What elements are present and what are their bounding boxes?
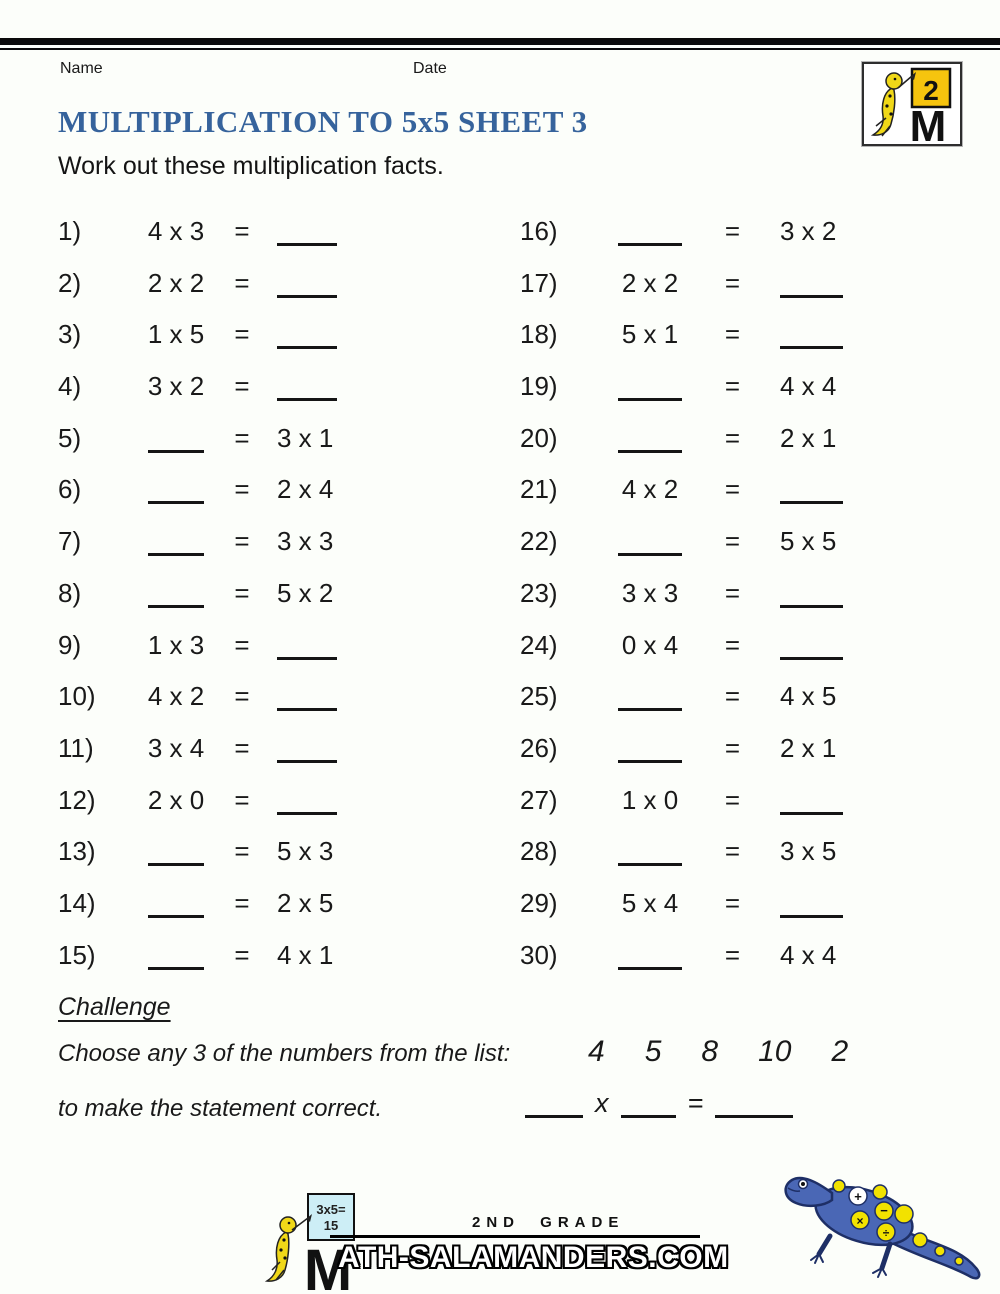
problem-expression: 2 x 2 — [147, 267, 205, 298]
equals-sign: = — [234, 836, 250, 867]
problem-number: 1) — [58, 216, 82, 246]
problem-expression: 5 x 5 — [780, 526, 837, 557]
blue-salamander-mascot — [772, 1148, 998, 1294]
problem-expression: 1 x 0 — [621, 784, 679, 815]
equals-sign: = — [724, 422, 741, 453]
footer-grade-text: 2ND GRADE — [472, 1214, 625, 1231]
answer-blank[interactable] — [148, 501, 204, 504]
equals-sign: = — [234, 371, 250, 402]
top-border-thin — [0, 48, 1000, 50]
problem-row — [58, 773, 478, 825]
problem-number: 11) — [58, 732, 94, 763]
answer-blank[interactable] — [277, 346, 337, 349]
answer-blank[interactable] — [780, 657, 843, 660]
problem-row — [58, 824, 478, 876]
problem-expression: 3 x 3 — [621, 577, 679, 608]
problem-expression: 3 x 5 — [780, 836, 837, 867]
answer-blank[interactable] — [618, 967, 682, 970]
equals-sign: = — [724, 784, 741, 815]
problem-number: 26) — [520, 732, 558, 763]
equals-sign: = — [724, 371, 741, 402]
challenge-operator: x — [595, 1088, 609, 1118]
problem-expression: 5 x 2 — [277, 577, 334, 608]
equals-sign: = — [724, 474, 741, 505]
footer-divider-line — [330, 1235, 700, 1238]
problem-number: 27) — [520, 784, 558, 815]
problem-number: 5) — [58, 422, 82, 453]
easel-board-line2: 15 — [323, 1218, 339, 1233]
problem-row — [520, 307, 960, 359]
answer-blank[interactable] — [277, 708, 337, 711]
answer-blank[interactable] — [277, 657, 337, 660]
problem-expression: 5 x 1 — [621, 319, 679, 350]
answer-blank[interactable] — [618, 450, 682, 453]
problem-number: 16) — [520, 216, 558, 246]
answer-blank[interactable] — [780, 295, 843, 298]
problem-row — [520, 773, 960, 825]
equals-sign: = — [234, 319, 250, 350]
problem-row — [520, 721, 960, 773]
problem-expression: 4 x 5 — [780, 681, 837, 712]
answer-blank[interactable] — [277, 295, 337, 298]
problem-row — [58, 307, 478, 359]
problem-number: 4) — [58, 371, 82, 402]
problem-number: 14) — [58, 887, 96, 918]
problem-row — [520, 204, 960, 256]
problem-number: 19) — [520, 371, 558, 402]
problem-row — [520, 566, 960, 618]
problems-column-left — [58, 204, 478, 979]
problem-number: 15) — [58, 939, 96, 970]
equals-sign: = — [724, 577, 741, 608]
problem-expression: 3 x 2 — [147, 371, 205, 402]
problem-row — [520, 256, 960, 308]
answer-blank[interactable] — [148, 915, 204, 918]
problem-row — [520, 359, 960, 411]
problem-number: 7) — [58, 526, 82, 557]
equals-sign: = — [234, 422, 250, 453]
problem-expression: 2 x 1 — [780, 732, 837, 763]
problem-number: 29) — [520, 887, 558, 918]
problem-expression: 5 x 4 — [621, 887, 679, 918]
challenge-answer-blank-2[interactable] — [621, 1115, 676, 1118]
challenge-prompt-1: Choose any 3 of the numbers from the list: — [58, 1040, 511, 1067]
answer-blank[interactable] — [277, 760, 337, 763]
equals-sign: = — [234, 577, 250, 608]
problem-number: 23) — [520, 577, 558, 608]
problem-number: 9) — [58, 629, 82, 660]
answer-blank[interactable] — [780, 346, 843, 349]
problem-expression: 4 x 2 — [621, 474, 679, 505]
problem-expression: 3 x 1 — [277, 422, 334, 453]
equals-sign: = — [724, 681, 741, 712]
svg-text:×: × — [856, 1214, 864, 1228]
problem-number: 3) — [58, 319, 82, 350]
date-field-label: Date — [413, 60, 447, 77]
equals-sign: = — [724, 836, 741, 867]
answer-blank[interactable] — [618, 708, 682, 711]
problem-row — [58, 462, 478, 514]
problem-row — [58, 514, 478, 566]
answer-blank[interactable] — [780, 812, 843, 815]
answer-blank[interactable] — [277, 398, 337, 401]
equals-sign: = — [234, 784, 250, 815]
problem-expression: 0 x 4 — [621, 629, 679, 660]
problem-number: 17) — [520, 267, 558, 298]
challenge-answer-blank-1[interactable] — [525, 1115, 583, 1118]
problem-number: 12) — [58, 784, 96, 815]
equals-sign: = — [724, 887, 741, 918]
problem-row — [520, 824, 960, 876]
problem-row — [58, 618, 478, 670]
equals-sign: = — [234, 939, 250, 970]
svg-text:−: − — [880, 1203, 888, 1218]
answer-blank[interactable] — [780, 605, 843, 608]
blue-salamander-icon — [772, 1148, 998, 1294]
answer-blank[interactable] — [618, 398, 682, 401]
equals-sign: = — [724, 939, 741, 970]
math-salamanders-badge — [862, 62, 962, 146]
answer-blank[interactable] — [618, 243, 682, 246]
problem-expression: 3 x 4 — [147, 732, 205, 763]
answer-blank[interactable] — [148, 863, 204, 866]
problem-expression: 2 x 4 — [277, 474, 334, 505]
equals-sign: = — [724, 629, 741, 660]
problem-row — [520, 928, 960, 980]
problem-number: 2) — [58, 267, 82, 298]
problem-expression: 3 x 2 — [780, 216, 837, 246]
problem-expression: 1 x 3 — [147, 629, 205, 660]
challenge-answer-blank-3[interactable] — [715, 1115, 793, 1118]
problem-row — [58, 928, 478, 980]
problem-number: 21) — [520, 474, 558, 505]
problem-expression: 5 x 3 — [277, 836, 334, 867]
answer-blank[interactable] — [148, 450, 204, 453]
equals-sign: = — [234, 216, 250, 246]
top-border-thick — [0, 38, 1000, 45]
problem-number: 20) — [520, 422, 558, 453]
page-instructions: Work out these multiplication facts. — [58, 152, 444, 180]
problem-row — [520, 669, 960, 721]
equals-sign: = — [234, 474, 250, 505]
problem-expression: 1 x 5 — [147, 319, 205, 350]
problem-row — [58, 411, 478, 463]
problem-row — [58, 204, 478, 256]
challenge-number: 10 — [758, 1035, 792, 1068]
problem-row — [58, 876, 478, 928]
problem-number: 10) — [58, 681, 96, 712]
problem-expression: 4 x 2 — [147, 681, 205, 712]
logo-grade-number: 2 — [923, 75, 939, 106]
problem-number: 25) — [520, 681, 558, 712]
problem-row — [58, 566, 478, 618]
problem-number: 24) — [520, 629, 558, 660]
challenge-number: 8 — [701, 1035, 719, 1068]
problem-number: 13) — [58, 836, 96, 867]
equals-sign: = — [724, 267, 741, 298]
problem-number: 22) — [520, 526, 558, 557]
equals-sign: = — [724, 319, 741, 350]
problem-row — [520, 876, 960, 928]
answer-blank[interactable] — [277, 812, 337, 815]
challenge-number: 4 — [588, 1035, 605, 1068]
problem-expression: 4 x 4 — [780, 939, 837, 970]
problem-expression: 4 x 1 — [277, 939, 334, 970]
answer-blank[interactable] — [780, 501, 843, 504]
challenge-number-list — [588, 1035, 848, 1069]
footer-site-letter: M — [303, 1238, 353, 1292]
challenge-equals: = — [687, 1088, 704, 1118]
challenge-statement — [525, 1088, 793, 1119]
answer-blank[interactable] — [618, 863, 682, 866]
answer-blank[interactable] — [277, 243, 337, 246]
problem-expression: 2 x 5 — [277, 887, 334, 918]
logo-m-letter: M — [909, 102, 947, 144]
problem-row — [58, 359, 478, 411]
page-title: MULTIPLICATION TO 5x5 SHEET 3 — [58, 104, 588, 139]
problem-expression: 4 x 3 — [147, 216, 205, 246]
problem-row — [58, 256, 478, 308]
problem-row — [520, 462, 960, 514]
equals-sign: = — [234, 887, 250, 918]
equals-sign: = — [724, 526, 741, 557]
answer-blank[interactable] — [618, 760, 682, 763]
equals-sign: = — [724, 216, 741, 246]
easel-board-line1: 3x5= — [316, 1202, 346, 1217]
equals-sign: = — [234, 526, 250, 557]
answer-blank[interactable] — [148, 967, 204, 970]
challenge-heading: Challenge — [58, 993, 171, 1021]
answer-blank[interactable] — [148, 605, 204, 608]
equals-sign: = — [724, 732, 741, 763]
salamander-grade-logo-icon — [864, 64, 960, 144]
problem-row — [520, 514, 960, 566]
problem-number: 30) — [520, 939, 558, 970]
problem-number: 6) — [58, 474, 82, 505]
svg-text:÷: ÷ — [882, 1226, 890, 1240]
answer-blank[interactable] — [148, 553, 204, 556]
equals-sign: = — [234, 681, 250, 712]
name-field-label: Name — [60, 60, 103, 77]
problem-number: 28) — [520, 836, 558, 867]
challenge-prompt-2: to make the statement correct. — [58, 1095, 383, 1122]
equals-sign: = — [234, 267, 250, 298]
problem-row — [58, 721, 478, 773]
problem-row — [520, 411, 960, 463]
problem-expression: 2 x 1 — [780, 422, 837, 453]
svg-text:+: + — [854, 1189, 862, 1204]
problem-number: 18) — [520, 319, 558, 350]
problem-expression: 2 x 2 — [621, 267, 679, 298]
challenge-number: 5 — [644, 1035, 662, 1068]
problems-column-right — [520, 204, 960, 979]
problem-row — [58, 669, 478, 721]
challenge-number: 2 — [831, 1035, 849, 1068]
answer-blank[interactable] — [780, 915, 843, 918]
problem-row — [520, 618, 960, 670]
answer-blank[interactable] — [618, 553, 682, 556]
equals-sign: = — [234, 732, 250, 763]
problem-expression: 4 x 4 — [780, 371, 837, 402]
equals-sign: = — [234, 629, 250, 660]
problem-expression: 3 x 3 — [277, 526, 334, 557]
problem-number: 8) — [58, 577, 82, 608]
problem-expression: 2 x 0 — [147, 784, 205, 815]
footer-site-name: ATH-SALAMANDERS.COM — [338, 1241, 729, 1274]
